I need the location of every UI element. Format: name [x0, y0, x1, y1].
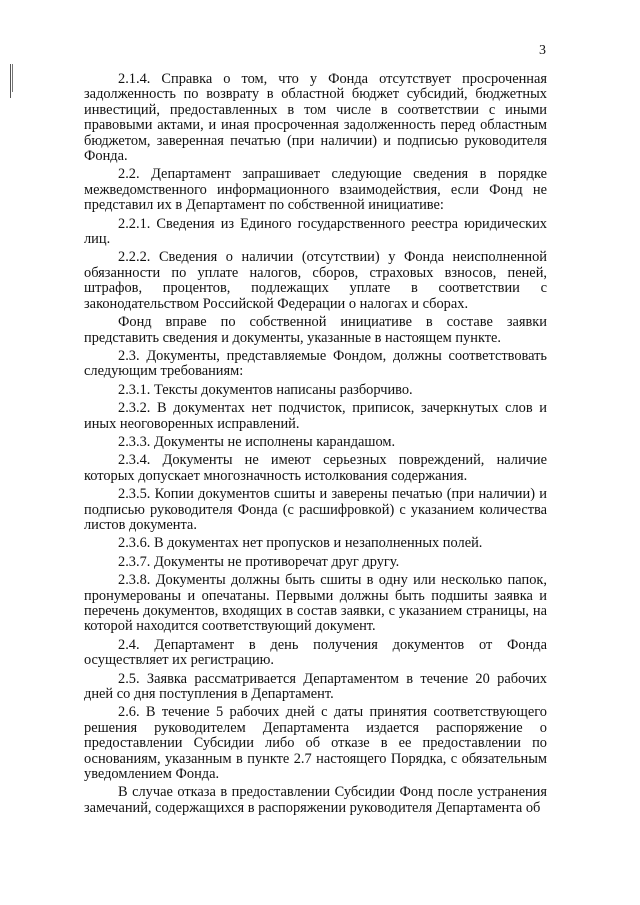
document-body	[84, 72, 547, 816]
paragraph-2-6: 2.6. В течение 5 рабочих дней с даты принятия соответствующего решения руководителем Департамента издается распоряжение о предоставлении Субсидии либо об отказе в ее предоставлении по основаниям, указанным в пункте 2.7 настоящего Порядка, с обязательным уведомлением Фонда.	[84, 704, 547, 783]
paragraph-2-3-4: 2.3.4. Документы не имеют серьезных повреждений, наличие которых допускает многозначность истолкования содержания.	[84, 452, 547, 484]
paragraph-2-2: 2.2. Департамент запрашивает следующие сведения в порядке межведомственного информационного взаимодействия, если Фонд не представил их в Департамент по собственной инициативе:	[84, 166, 547, 214]
paragraph-2-5: 2.5. Заявка рассматривается Департаментом в течение 20 рабочих дней со дня поступления в Департамент.	[84, 670, 547, 703]
paragraph-refusal-case: В случае отказа в предоставлении Субсидии Фонд после устранения замечаний, содержащихся в распоряжении руководителя Департамента об	[84, 784, 547, 816]
paragraph-2-3-7: 2.3.7. Документы не противоречат друг другу.	[118, 553, 400, 570]
paragraph-2-3-5: 2.3.5. Копии документов сшиты и заверены печатью (при наличии) и подписью руководителя Фонда (с расшифровкой) с указанием количества листов документа.	[84, 486, 547, 533]
paragraph-fund-initiative: Фонд вправе по собственной инициативе в составе заявки представить сведения и документы, указанные в настоящем пункте.	[84, 314, 547, 346]
margin-mark	[10, 64, 11, 98]
paragraph-2-2-1: 2.2.1. Сведения из Единого государственного реестра юридических лиц.	[84, 215, 547, 248]
paragraph-2-4: 2.4. Департамент в день получения документов от Фонда осуществляет их регистрацию.	[84, 636, 547, 669]
paragraph-2-3-8: 2.3.8. Документы должны быть сшиты в одну или несколько папок, пронумерованы и опечатаны. Первыми должны быть подшиты заявка и перечень документов, входящих в состав заявки, с указанием страницы, на которой находится соответствующий документ.	[84, 572, 547, 635]
paragraph-2-2-2: 2.2.2. Сведения о наличии (отсутствии) у Фонда неисполненной обязанности по уплате налогов, сборов, страховых взносов, пеней, штрафов, процентов, подлежащих уплате в соответствии с законодательством Российской Федерации о налогах и сборах.	[84, 249, 547, 312]
paragraph-2-3-2: 2.3.2. В документах нет подчисток, приписок, зачеркнутых слов и иных неоговоренных исправлений.	[84, 400, 547, 432]
paragraph-2-3-6: 2.3.6. В документах нет пропусков и незаполненных полей.	[118, 535, 483, 552]
paragraph-2-3-3: 2.3.3. Документы не исполнены карандашом.	[118, 433, 396, 450]
margin-mark	[12, 64, 13, 92]
paragraph-2-1-4: 2.1.4. Справка о том, что у Фонда отсутствует просроченная задолженность по возврату в областной бюджет субсидий, бюджетных инвестиций, предоставленных в том числе в соответствии с иными правовыми актами, и иная просроченная задолженность перед областным бюджетом, заверенная печатью (при наличии) и подписью руководителя Фонда.	[84, 71, 547, 165]
page-number: 3	[539, 43, 546, 58]
paragraph-2-3: 2.3. Документы, представляемые Фондом, должны соответствовать следующим требованиям:	[84, 347, 547, 380]
paragraph-2-3-1: 2.3.1. Тексты документов написаны разборчиво.	[118, 381, 413, 398]
